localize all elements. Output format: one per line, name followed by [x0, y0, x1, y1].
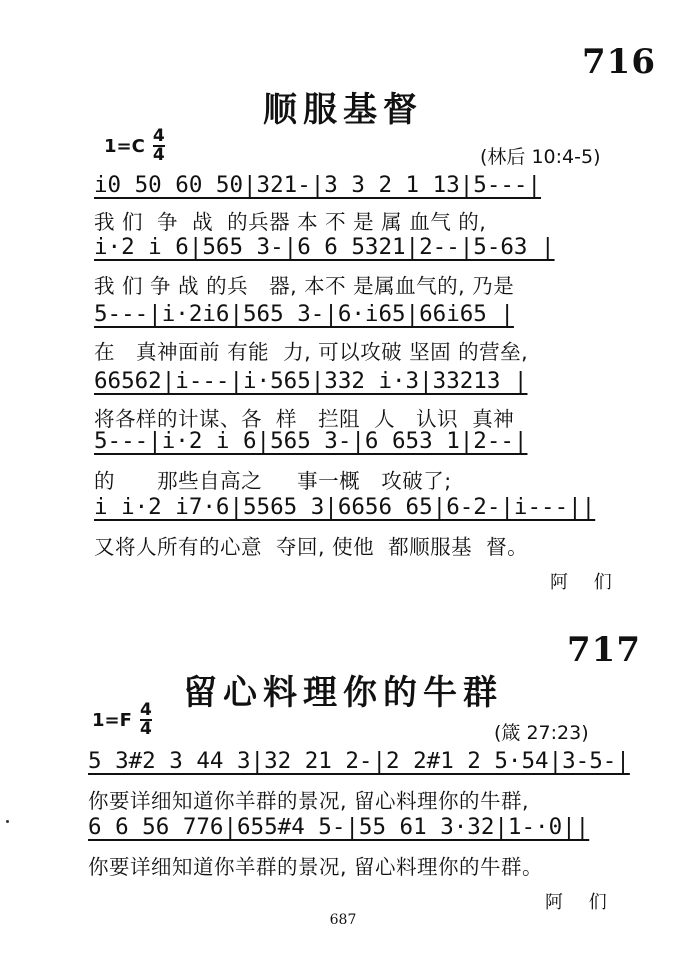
key-signature: [104, 128, 165, 164]
hymn-number: 716: [582, 42, 656, 82]
amen: 阿 们: [545, 892, 617, 913]
key-label: 1=F: [92, 709, 132, 731]
key-signature: [92, 702, 152, 738]
lyrics-line: 又将人所有的心意 夺回, 使他 都顺服基 督。: [94, 535, 529, 559]
time-signature-bottom: 4: [152, 145, 165, 165]
time-signature-top: 4: [139, 700, 152, 720]
notation-line: i0 50 60 50|321-|3 3 2 1 13|5---|: [94, 172, 542, 198]
lyrics-line: 我 们 争 战 的兵 器, 本不 是属血气的, 乃是: [94, 274, 515, 298]
lyrics-line: 将各样的计谋、各 样 拦阻 人 认识 真神: [94, 407, 515, 431]
scripture-reference: (林后 10:4-5): [480, 146, 601, 168]
notation-line: 6 6 56 776|655#4 5-|55 61 3·32|1-·0||: [88, 814, 590, 840]
lyrics-line: 你要详细知道你羊群的景况, 留心料理你的牛群。: [88, 855, 544, 879]
notation-line: i i·2 i7·6|5565 3|6656 65|6-2-|i---||: [94, 494, 596, 520]
hymn-title: 顺服基督: [263, 90, 423, 130]
lyrics-line: 我 们 争 战 的兵器 本 不 是 属 血气 的,: [94, 210, 487, 234]
lyrics-line: 你要详细知道你羊群的景况, 留心料理你的牛群,: [88, 789, 530, 813]
notation-line: 5---|i·2i6|565 3-|6·i65|66i65 |: [94, 301, 514, 327]
time-signature: [153, 128, 165, 164]
notation-line: i·2 i 6|565 3-|6 6 5321|2--|5-63 |: [94, 234, 555, 260]
time-signature-top: 4: [152, 126, 165, 146]
lyrics-line: 在 真神面前 有能 力, 可以攻破 坚固 的营垒,: [94, 340, 529, 364]
amen: 阿 们: [550, 572, 622, 593]
time-signature-bottom: 4: [139, 719, 152, 739]
hymn-title: 留心料理你的牛群: [183, 673, 503, 713]
page-number: 687: [329, 912, 357, 928]
lyrics-line: 的 那些自高之 事一概 攻破了;: [94, 469, 452, 493]
scan-speck: [6, 820, 9, 823]
notation-line: 5---|i·2 i 6|565 3-|6 653 1|2--|: [94, 428, 528, 454]
notation-line: 5 3#2 3 44 3|32 21 2-|2 2#1 2 5·54|3-5-|: [88, 748, 630, 774]
scripture-reference: (箴 27:23): [494, 722, 589, 744]
notation-line: 66562|i---|i·565|332 i·3|33213 |: [94, 368, 528, 394]
key-label: 1=C: [104, 135, 145, 157]
hymn-number: 717: [567, 630, 641, 670]
time-signature: [140, 702, 152, 738]
